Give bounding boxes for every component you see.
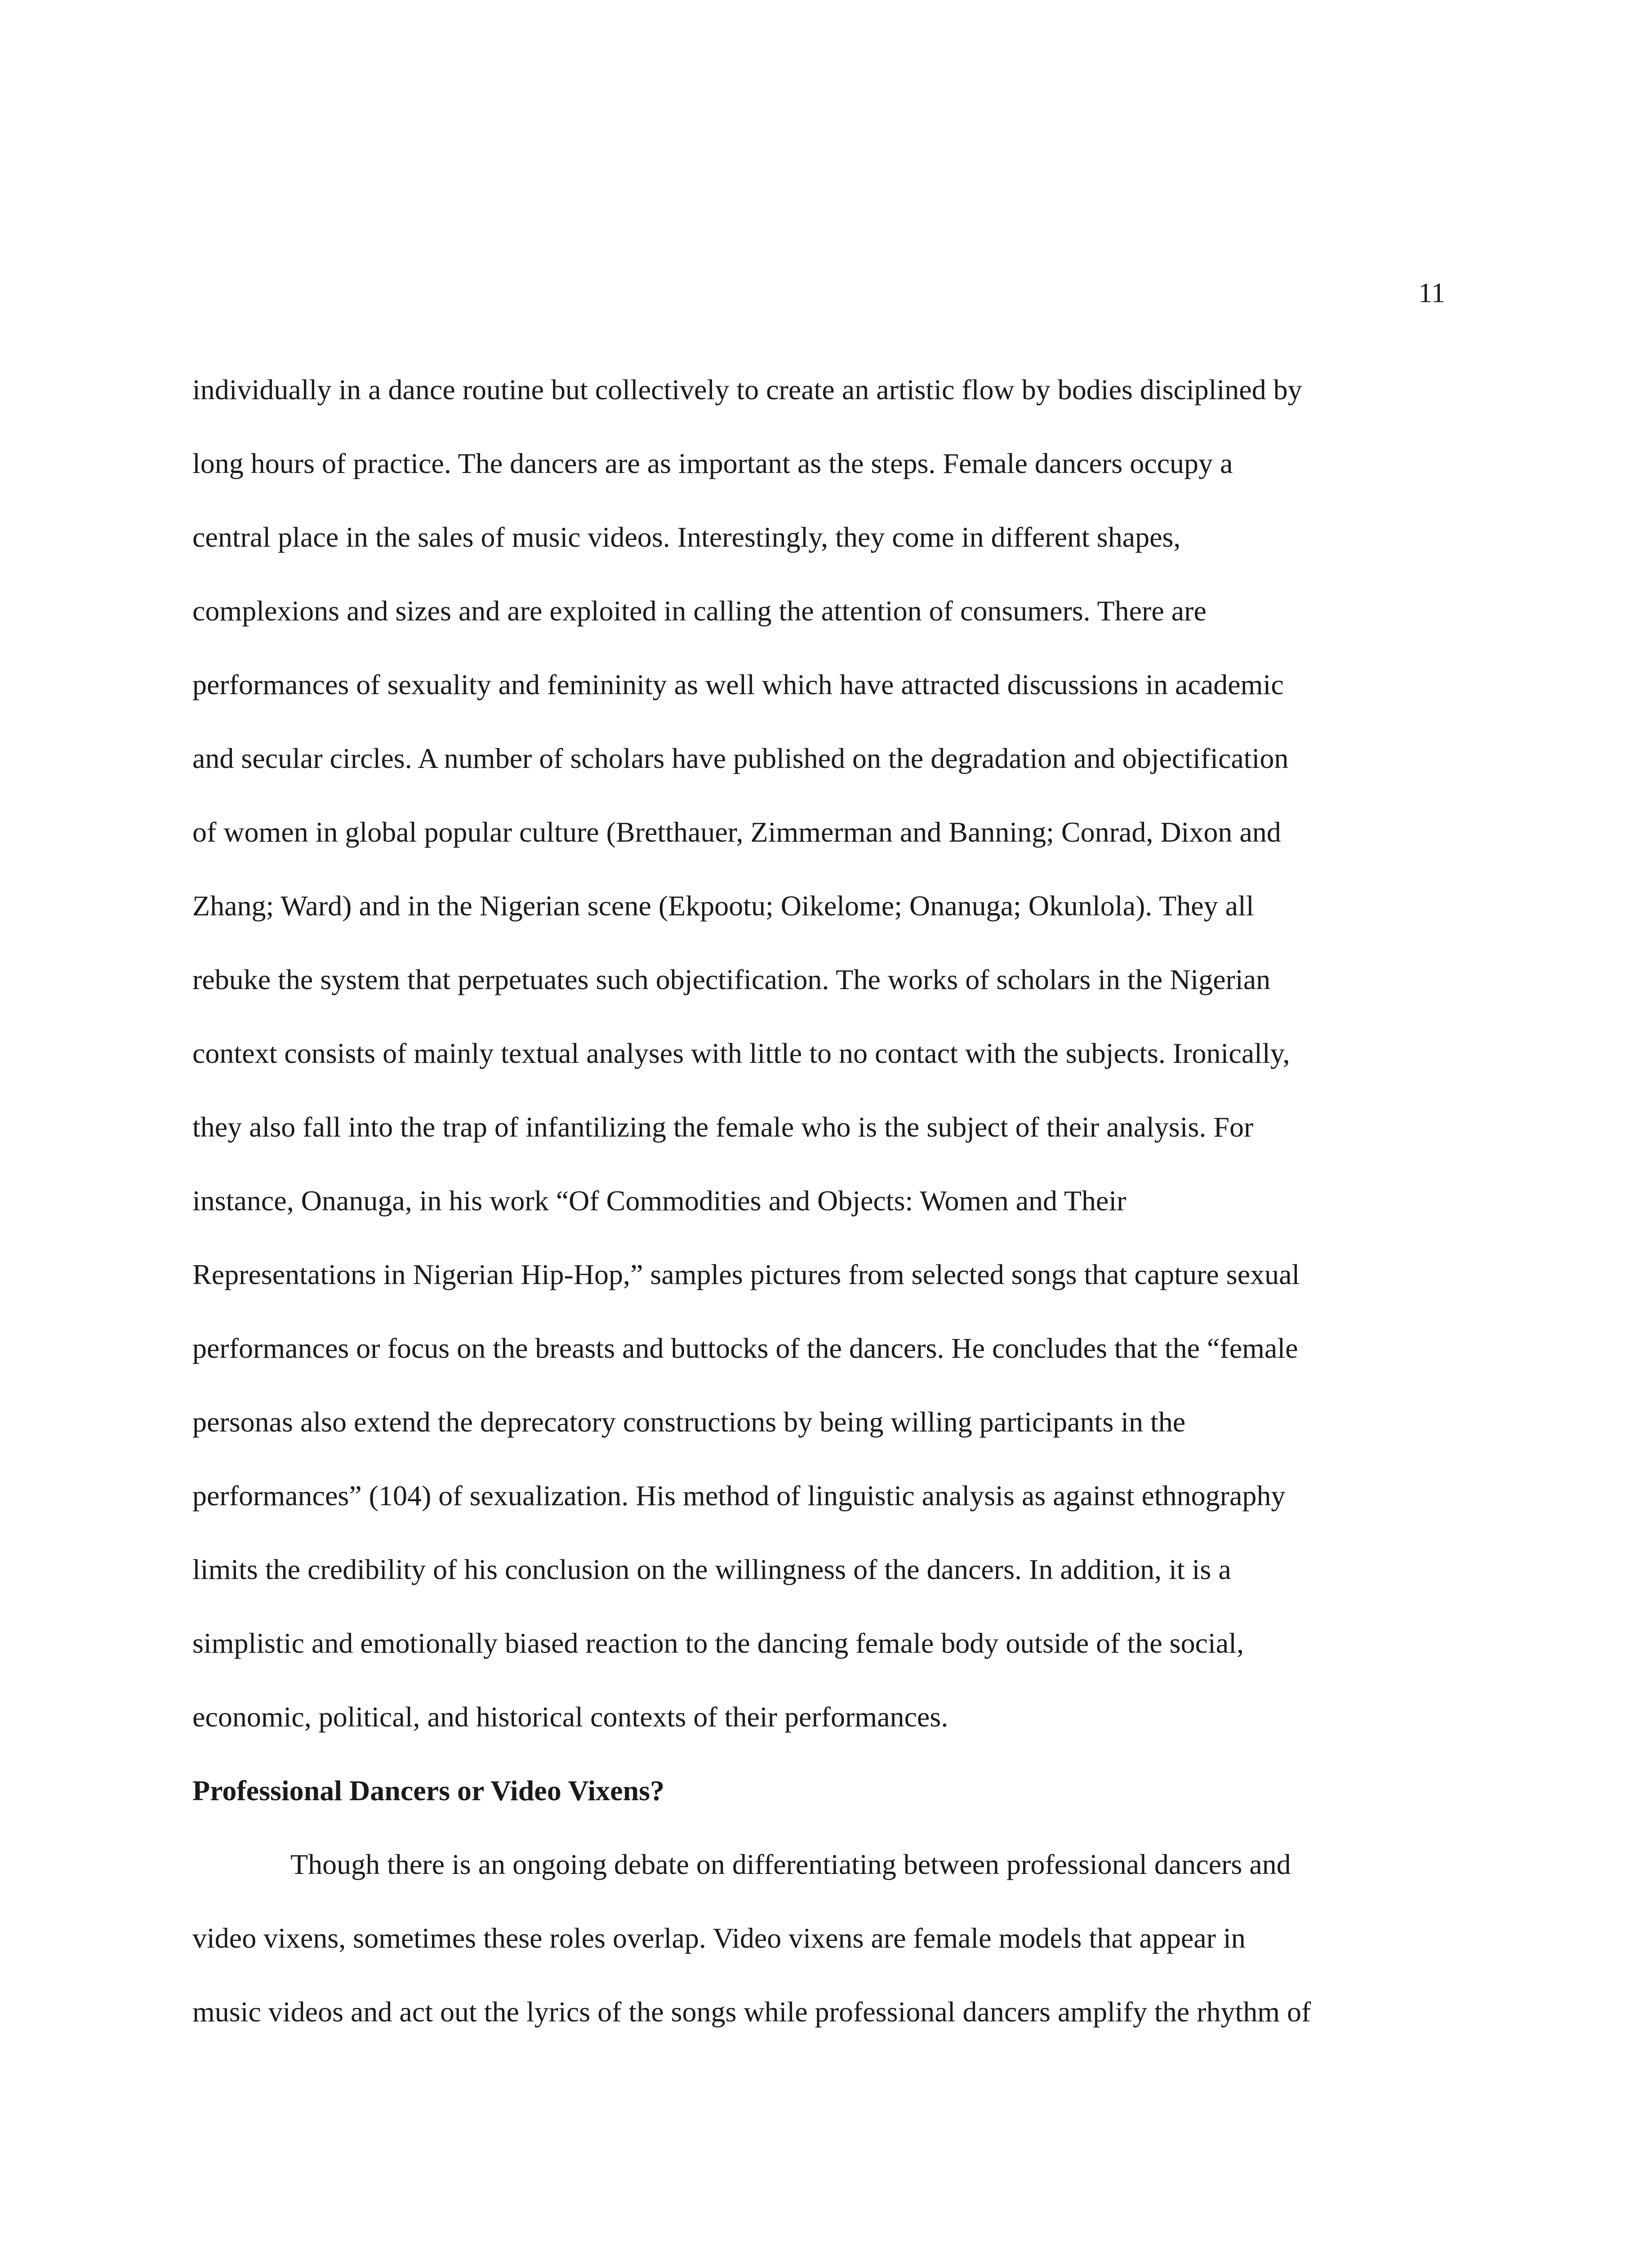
text-line: and secular circles. A number of scholars have published on the degradation and objectification — [192, 742, 1289, 774]
text-line: Representations in Nigerian Hip-Hop,” samples pictures from selected songs that capture sexual — [192, 1258, 1300, 1290]
text-line: central place in the sales of music videos. Interestingly, they come in different shapes, — [192, 521, 1181, 553]
text-line: music videos and act out the lyrics of the songs while professional dancers amplify the rhythm of — [192, 1996, 1311, 2028]
text-line: Though there is an ongoing debate on differentiating between professional dancers and — [290, 1848, 1291, 1880]
text-line: they also fall into the trap of infantilizing the female who is the subject of their analysis. For — [192, 1111, 1254, 1143]
text-line: performances of sexuality and femininity as well which have attracted discussions in academic — [192, 669, 1284, 700]
text-line: long hours of practice. The dancers are as important as the steps. Female dancers occupy a — [192, 447, 1233, 479]
body-text — [192, 365, 1456, 2061]
text-line: performances” (104) of sexualization. His method of linguistic analysis as against ethnography — [192, 1480, 1286, 1512]
text-line: economic, political, and historical contexts of their performances. — [192, 1701, 948, 1733]
text-line: individually in a dance routine but collectively to create an artistic flow by bodies disciplined by — [192, 374, 1302, 406]
text-line: complexions and sizes and are exploited in calling the attention of consumers. There are — [192, 595, 1207, 627]
text-line: context consists of mainly textual analyses with little to no contact with the subjects. Ironically, — [192, 1037, 1290, 1069]
text-line: of women in global popular culture (Bretthauer, Zimmerman and Banning; Conrad, Dixon and — [192, 816, 1281, 848]
text-line: limits the credibility of his conclusion on the willingness of the dancers. In addition, it is a — [192, 1553, 1231, 1585]
page-number: 11 — [1418, 278, 1445, 308]
text-line: rebuke the system that perpetuates such objectification. The works of scholars in the Nigerian — [192, 963, 1271, 995]
text-line: personas also extend the deprecatory constructions by being willing participants in the — [192, 1406, 1186, 1438]
section-heading: Professional Dancers or Video Vixens? — [192, 1775, 665, 1806]
text-line: Zhang; Ward) and in the Nigerian scene (Ekpootu; Oikelome; Onanuga; Okunlola). They all — [192, 890, 1254, 922]
text-line: instance, Onanuga, in his work “Of Commodities and Objects: Women and Their — [192, 1185, 1127, 1217]
text-line: video vixens, sometimes these roles overlap. Video vixens are female models that appear in — [192, 1922, 1246, 1954]
text-line: performances or focus on the breasts and buttocks of the dancers. He concludes that the “female — [192, 1332, 1298, 1364]
text-line: simplistic and emotionally biased reaction to the dancing female body outside of the social, — [192, 1627, 1244, 1659]
